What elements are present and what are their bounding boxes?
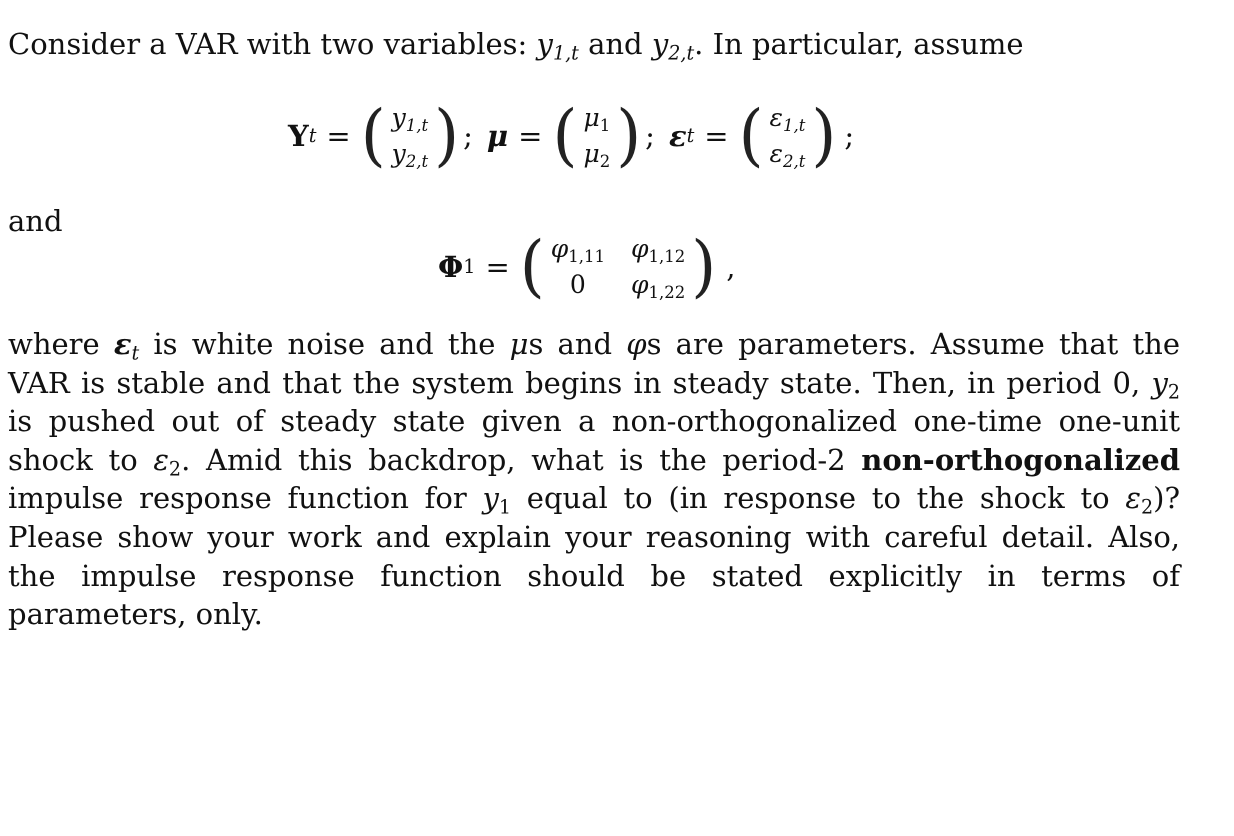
eps2-symbol: ε [153, 442, 169, 477]
matrix-entry-21: 0 [569, 270, 586, 299]
right-paren: ) [616, 97, 642, 175]
eps-vector-entry-2: $\varepsilon_{2,t}$ [769, 139, 806, 171]
matrix-entry-11: $\varphi_{1,11}$ [550, 234, 605, 266]
equals-sign: = [704, 119, 729, 153]
intro-line [8, 27, 1024, 65]
eps-label: ε [668, 119, 687, 153]
right-paren: ) [434, 97, 460, 175]
mu-symbol: μ [509, 327, 529, 361]
right-paren: ) [811, 97, 837, 175]
eps-symbol: ε [113, 327, 132, 361]
left-paren: ( [360, 97, 386, 175]
bold-term: non-orthogonalized [861, 442, 1180, 477]
var2-symbol: y [651, 27, 669, 61]
phi-symbol: φ [626, 327, 647, 361]
Y-vector-entry-2: $y_{2,t}$ [391, 139, 429, 171]
equals-sign: = [326, 119, 351, 153]
mu-label: μ [486, 119, 509, 153]
left-paren: ( [552, 97, 578, 175]
intro-text: Consider a VAR with two variables: [8, 27, 537, 61]
semicolon: ; [844, 119, 855, 153]
intro-text-end: . In particular, assume [694, 27, 1024, 61]
comma: , [726, 250, 736, 284]
Y-vector-entry-1: $y_{1,t}$ [391, 103, 429, 135]
mu-vector [583, 100, 610, 172]
matrix-entry-12: $\varphi_{1,12}$ [630, 234, 686, 266]
Phi-matrix [551, 231, 686, 303]
equation-vectors: Y t = ( $y_{1,t}$ $y_{2,t}$ ) ; μ = ( $\mu_1$ $\mu_2$ ) ; ε t = ( $\varepsilon_{1,t}$ $\varepsilon_{2,t}$ ) ; [288, 97, 855, 175]
semicolon: ; [645, 119, 655, 153]
right-paren: ) [691, 228, 717, 306]
matrix-entry-22: $\varphi_{1,22}$ [630, 270, 686, 302]
eps2-symbol: ε [1125, 481, 1141, 516]
mu-vector-entry-2: $\mu_2$ [583, 139, 611, 171]
left-paren: ( [738, 97, 764, 175]
left-paren: ( [519, 228, 545, 306]
Phi-label: Φ [438, 250, 464, 284]
y1-symbol: y [482, 481, 499, 516]
eps-vector-entry-1: $\varepsilon_{1,t}$ [769, 103, 806, 135]
question-paragraph: where $\varepsilon_t$ is white noise and the μs and φs are parameters. Assume that the VAR is stable and that the system begins in steady state. Then, in period 0, $y_2$ is pushed out of steady state given a non-orthogonalized one-time one-unit shock to $\varepsilon_2$. Amid this backdrop, what is the period-2 non-orthogonalized impulse response function for $y_1$ equal to (in response to the shock to $\varepsilon_2$)? Please show your work and explain your reasoning with careful detail. Also, the impulse response function should be stated explicitly in terms of parameters, only. [8, 327, 1180, 632]
Y-vector [392, 100, 429, 172]
y2-symbol: y [1151, 365, 1168, 400]
equals-sign: = [518, 119, 543, 153]
var1-subscript: 1,t [552, 41, 579, 65]
var2-subscript: 2,t [668, 41, 695, 65]
semicolon: ; [463, 119, 473, 153]
Y-label: Y [288, 119, 309, 153]
var1-symbol: y [536, 27, 553, 61]
equals-sign: = [485, 250, 510, 284]
eps-vector [770, 100, 806, 172]
mu-vector-entry-1: $\mu_1$ [583, 103, 611, 135]
equation-matrix: Φ 1 = ( $\varphi_{1,11}$ $\varphi_{1,12}$ 0 $\varphi_{1,22}$ ) , [438, 228, 736, 306]
intro-and: and [578, 27, 652, 61]
and-line: and [8, 204, 63, 238]
